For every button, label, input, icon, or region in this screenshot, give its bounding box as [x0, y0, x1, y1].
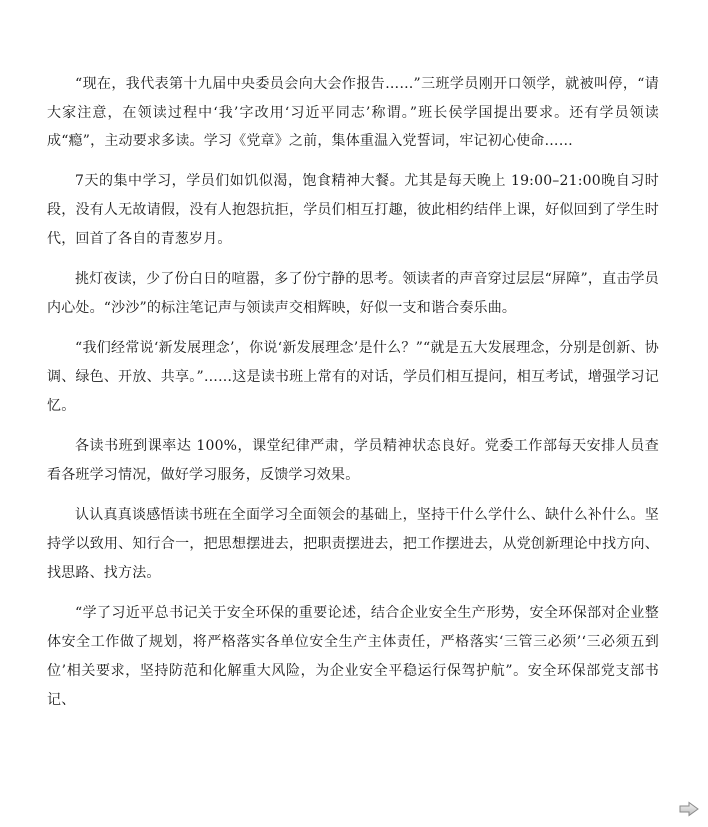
paragraph: 挑灯夜读，少了份白日的喧嚣，多了份宁静的思考。领读者的声音穿过层层“屏障”，直击学员内心处。“沙沙”的标注笔记声与领读声交相辉映，好似一支和谐合奏乐曲。	[47, 270, 659, 316]
paragraph: “我们经常说‘新发展理念’，你说‘新发展理念’是什么？”“就是五大发展理念，分别是创新、协调、绿色、开放、共享。”……这是读书班上常有的对话，学员们相互提问，相互考试，增强学习记忆。	[47, 339, 659, 414]
document-page	[47, 70, 659, 726]
paragraph: “现在，我代表第十九届中央委员会向大会作报告……”三班学员刚开口领学，就被叫停，“请大家注意，在领读过程中‘我’字改用‘习近平同志’称谓。”班长侯学国提出要求。还有学员领读成“瘾”，主动要求多读。学习《党章》之前，集体重温入党誓词，牢记初心使命……	[47, 76, 659, 149]
paragraph: 各读书班到课率达 100%，课堂纪律严肃，学员精神状态良好。党委工作部每天安排人员查看各班学习情况，做好学习服务，反馈学习效果。	[47, 437, 659, 483]
paragraph: 认认真真谈感悟读书班在全面学习全面领会的基础上，坚持干什么学什么、缺什么补什么。坚持学以致用、知行合一，把思想摆进去，把职责摆进去，把工作摆进去，从党创新理论中找方向、找思路、找方法。	[47, 506, 659, 581]
paragraph: 7天的集中学习，学员们如饥似渴，饱食精神大餐。尤其是每天晚上 19:00–21:00晚自习时段，没有人无故请假，没有人抱怨抗拒，学员们相互打趣，彼此相约结伴上课，好似回到了学生时代，回首了各自的青葱岁月。	[47, 172, 659, 247]
next-page-button[interactable]	[678, 801, 700, 817]
next-page-arrow-icon	[678, 801, 700, 817]
paragraph: “学了习近平总书记关于安全环保的重要论述，结合企业安全生产形势，安全环保部对企业整体安全工作做了规划，将严格落实各单位安全生产主体责任，严格落实‘三管三必须’‘三必须五到位’相关要求，坚持防范和化解重大风险，为企业安全平稳运行保驾护航”。安全环保部党支部书记、	[47, 604, 659, 708]
